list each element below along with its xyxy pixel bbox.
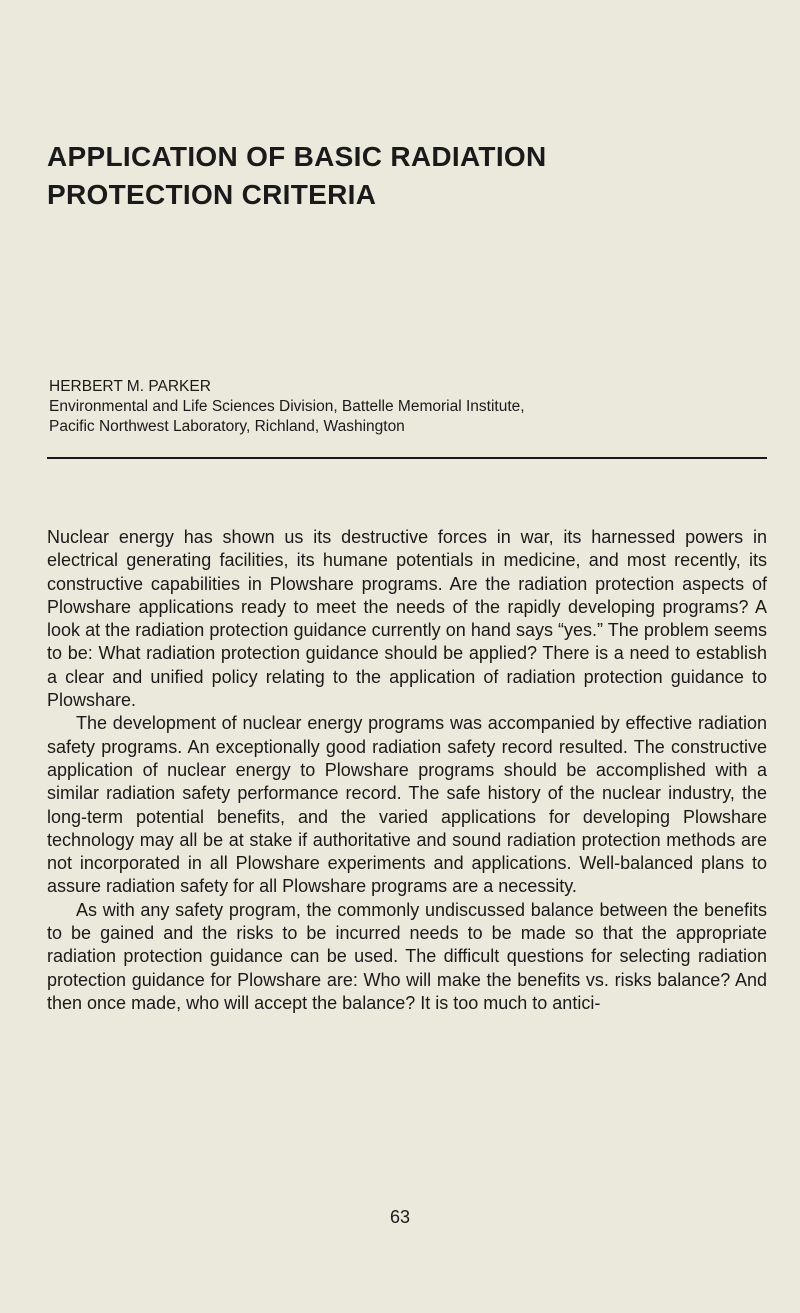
paragraph-1: Nuclear energy has shown us its destructive forces in war, its harnessed powers in electrical generating facilities, its humane potentials in medicine, and most recently, its constructive capabilities in Plowshare programs. Are the radiation protection aspects of Plowshare applications ready to meet the needs of the rapidly developing programs? A look at the radiation protection guidance currently on hand says “yes.” The problem seems to be: What radiation protection guidance should be applied? There is a need to establish a clear and unified policy relating to the application of radiation protection guidance to Plowshare. [47, 527, 767, 711]
paragraph-3: As with any safety program, the commonly undiscussed balance between the benefits to be gained and the risks to be incurred needs to be made so that the appropriate radiation protection guidance can be used. The difficult questions for selecting radiation protection guidance for Plowshare are: Who will make the benefits vs. risks balance? And then once made, who will accept the balance? It is too much to antici- [47, 899, 767, 1013]
horizontal-divider [47, 457, 767, 459]
title-line-2: PROTECTION CRITERIA [47, 179, 377, 210]
page-number: 63 [389, 1207, 411, 1227]
affiliation-line-1: Environmental and Life Sciences Division, Battelle Memorial Institute, [49, 398, 525, 415]
byline [49, 377, 769, 437]
article-body [47, 526, 767, 1015]
article-title [47, 138, 747, 214]
author-name: HERBERT M. PARKER [49, 378, 211, 395]
affiliation-line-2: Pacific Northwest Laboratory, Richland, Washington [49, 418, 405, 435]
paragraph-2: The development of nuclear energy programs was accompanied by effective radiation safety programs. An exceptionally good radiation safety record resulted. The constructive application of nuclear energy to Plowshare programs should be accomplished with a similar radiation safety performance record. The safe history of the nuclear industry, the long-term potential benefits, and the varied applications for developing Plowshare technology may all be at stake if authoritative and sound radiation protection methods are not incorporated in all Plowshare experiments and applications. Well-balanced plans to assure radiation safety for all Plowshare programs are a necessity. [47, 713, 767, 897]
title-line-1: APPLICATION OF BASIC RADIATION [47, 141, 547, 172]
